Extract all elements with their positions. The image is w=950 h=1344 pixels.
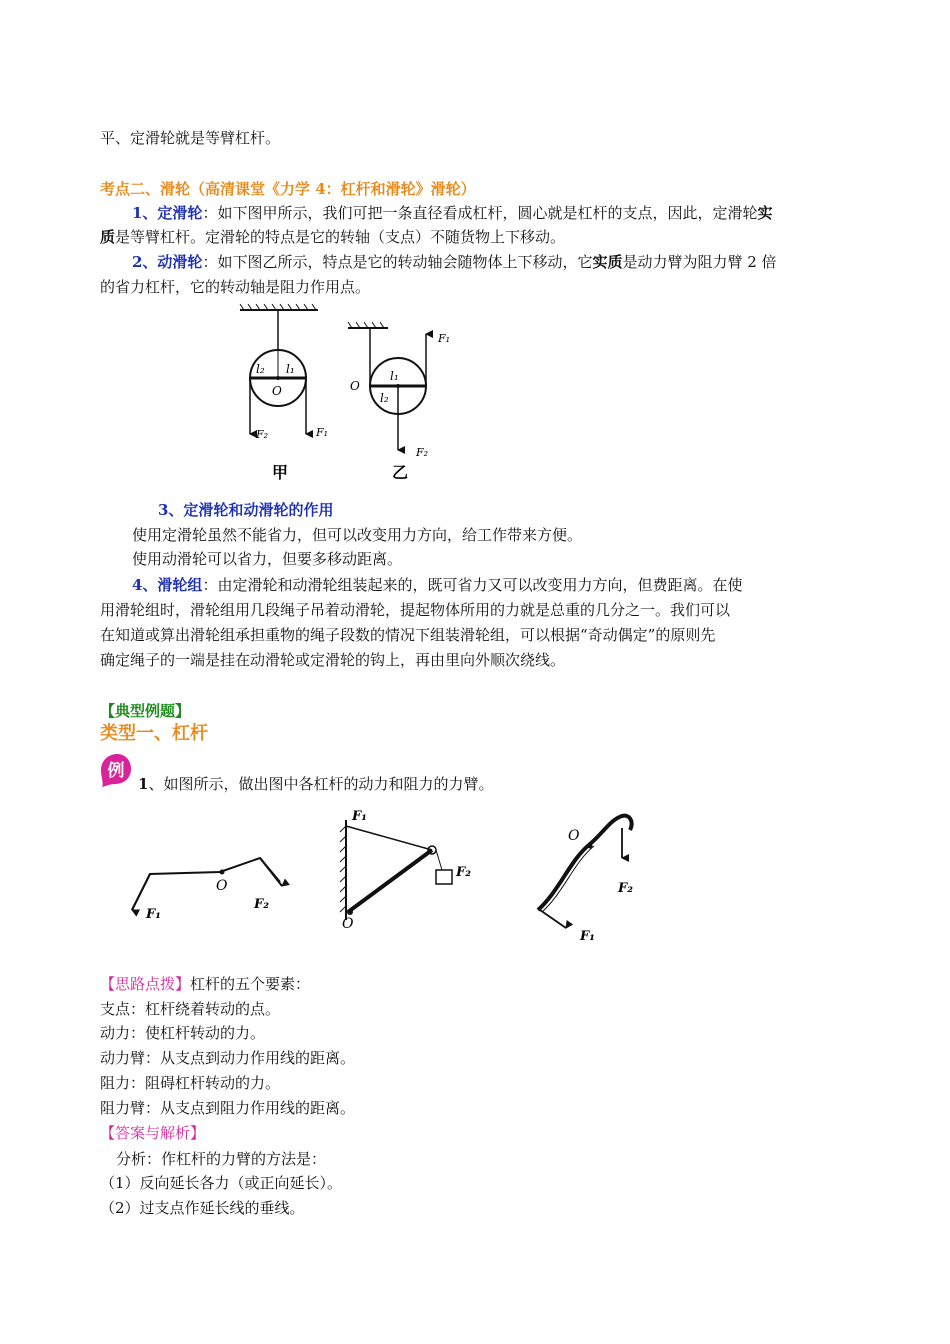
fig1-label-f2: F₂ xyxy=(254,897,269,912)
label-l2: l₂ xyxy=(256,362,265,376)
label-f2-b: F₂ xyxy=(416,446,429,459)
top-text: 平、定滑轮就是等臂杠杆。 xyxy=(100,129,281,147)
wall-bracket-diagram xyxy=(340,809,471,932)
item4-line1: ：由定滑轮和动滑轮组装起来的，既可省力又可以改变用力方向，但费距离。在使 xyxy=(202,576,743,594)
label-jia: 甲 xyxy=(272,463,289,482)
fig2-label-o: O xyxy=(342,916,354,932)
item4-line4: 确定绳子的一端是挂在动滑轮或定滑轮的钩上，再由里向外顺次绕线。 xyxy=(100,651,566,669)
bent-lever-diagram xyxy=(132,858,282,922)
label-yi: 乙 xyxy=(392,463,409,482)
badge-text: 例 xyxy=(107,761,125,781)
hint-line: 阻力：阻碍杠杆转动的力。 xyxy=(100,1074,281,1092)
answer-step: （2）过支点作延长线的垂线。 xyxy=(100,1199,305,1217)
hint-line: 动力臂：从支点到动力作用线的距离。 xyxy=(100,1049,356,1067)
movable-pulley-diagram xyxy=(348,322,450,482)
fig3-label-o: O xyxy=(568,828,580,844)
item2-paragraph xyxy=(132,250,892,274)
item1-label: 1、定滑轮 xyxy=(132,204,203,222)
label-f1: F₁ xyxy=(316,426,329,439)
hint-intro: 杠杆的五个要素： xyxy=(190,975,311,993)
item4-line2: 用滑轮组时，滑轮组用几段绳子吊着动滑轮，提起物体所用的力就是总重的几分之一。我们可以 xyxy=(100,601,731,619)
item2-label: 2、动滑轮 xyxy=(132,253,203,271)
fixed-pulley-diagram xyxy=(240,304,328,482)
label-f2: F₂ xyxy=(256,428,269,441)
fig3-label-f2: F₂ xyxy=(618,881,633,896)
item1-bold-a: 实 xyxy=(757,204,773,222)
label-o: O xyxy=(272,384,282,398)
fig1-label-o: O xyxy=(216,878,228,894)
item1-paragraph xyxy=(132,201,892,225)
label-l2-b: l₂ xyxy=(380,391,389,405)
fig1-label-f1: F₁ xyxy=(146,907,161,922)
label-o-b: O xyxy=(350,379,360,393)
label-l1-b: l₁ xyxy=(390,369,399,383)
hint-label: 【思路点拨】 xyxy=(100,975,191,993)
fig3-label-f1: F₁ xyxy=(580,929,595,944)
item4-paragraph xyxy=(132,573,892,597)
hint-paragraph xyxy=(100,972,860,996)
fig2-label-f2: F₂ xyxy=(456,865,471,880)
hint-line: 动力：使杠杆转动的力。 xyxy=(100,1024,266,1042)
example-badge xyxy=(97,752,133,788)
item1-text-b: 是等臂杠杆。定滑轮的特点是它的转轴（支点）不随货物上下移动。 xyxy=(115,228,566,246)
item4-label: 4、滑轮组 xyxy=(132,576,203,594)
label-f1-b: F₁ xyxy=(438,332,451,345)
answer-label: 【答案与解析】 xyxy=(100,1124,206,1142)
item2-text-a: ：如下图乙所示，特点是它的转动轴会随物体上下移动，它 xyxy=(202,253,593,271)
item1-text-a: ：如下图甲所示，我们可把一条直径看成杠杆，圆心就是杠杆的支点，因此，定滑轮 xyxy=(202,204,758,222)
question1 xyxy=(138,772,898,796)
curved-bar-diagram xyxy=(538,816,633,944)
pulley-figure xyxy=(230,302,470,492)
lever-figures xyxy=(110,800,670,950)
item1-bold-b: 质 xyxy=(100,228,116,246)
item2-text-b: 是动力臂为阻力臂 2 倍 xyxy=(622,253,777,271)
type1-heading: 类型一、杠杆 xyxy=(100,723,208,744)
item2-bold: 实质 xyxy=(592,253,623,271)
item3-label: 3、定滑轮和动滑轮的作用 xyxy=(158,501,334,519)
answer-analysis: 分析：作杠杆的力臂的方法是： xyxy=(116,1150,327,1168)
item1-paragraph-cont xyxy=(100,225,860,249)
item3-line2: 使用动滑轮可以省力，但要多移动距离。 xyxy=(132,550,403,568)
examples-heading: 【典型例题】 xyxy=(100,702,191,720)
hint-line: 支点：杠杆绕着转动的点。 xyxy=(100,1000,281,1018)
question1-text: 、如图所示，做出图中各杠杆的动力和阻力的力臂。 xyxy=(148,775,494,793)
question1-number: 1 xyxy=(138,775,149,793)
answer-step: （1）反向延长各力（或正向延长）。 xyxy=(100,1174,343,1192)
section-heading-pulley: 考点二、滑轮（高清课堂《力学 4：杠杆和滑轮》滑轮） xyxy=(100,180,476,198)
label-l1: l₁ xyxy=(286,362,295,376)
item2-text-c: 的省力杠杆，它的转动轴是阻力作用点。 xyxy=(100,278,371,296)
fig2-label-f1: F₁ xyxy=(352,809,367,824)
item3-line1: 使用定滑轮虽然不能省力，但可以改变用力方向，给工作带来方便。 xyxy=(132,526,583,544)
item4-line3: 在知道或算出滑轮组承担重物的绳子段数的情况下组装滑轮组，可以根据“奇动偶定”的原则先 xyxy=(100,626,716,644)
hint-line: 阻力臂：从支点到阻力作用线的距离。 xyxy=(100,1099,356,1117)
